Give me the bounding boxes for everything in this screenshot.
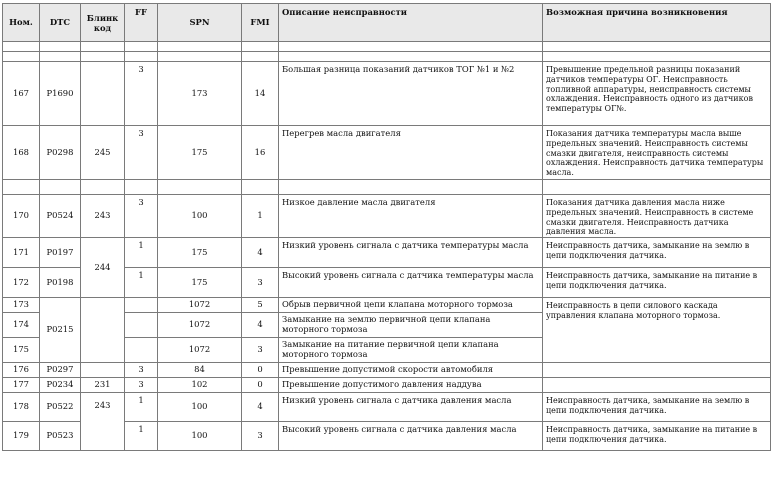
cell-fmi: 3	[242, 422, 279, 451]
cell-fmi: 0	[242, 363, 279, 378]
cell-ff	[125, 338, 158, 363]
table-row	[3, 393, 771, 422]
cell-dtc: P0198	[40, 268, 81, 298]
cell-spn: 175	[158, 268, 242, 298]
cell-blink: 243	[81, 393, 125, 451]
cell-spn: 102	[158, 378, 242, 393]
cell-num: 170	[3, 195, 40, 238]
cell-ff: 3	[125, 62, 158, 126]
cell-cause: Показания датчика температуры масла выше предельных значений. Неисправность системы смазки двигателя, неисправность системы охлаждения. Неисправность датчика температуры масла.	[543, 126, 771, 180]
cell-num: 176	[3, 363, 40, 378]
cell-fmi: 5	[242, 298, 279, 313]
dtc-table	[2, 3, 771, 451]
cell-description: Превышение допустимого давления наддува	[279, 378, 543, 393]
cell-description: Перегрев масла двигателя	[279, 126, 543, 180]
cell-spn: 100	[158, 393, 242, 422]
cell-cause: Неисправность датчика, замыкание на питание в цепи подключения датчика.	[543, 268, 771, 298]
cell-ff	[125, 298, 158, 313]
header-fmi: FMI	[242, 4, 279, 42]
cell-spn: 100	[158, 422, 242, 451]
cell-ff: 3	[125, 195, 158, 238]
cell-fmi: 4	[242, 238, 279, 268]
table-row	[3, 126, 771, 180]
cell-num: 178	[3, 393, 40, 422]
cell-num: 174	[3, 313, 40, 338]
cell-blink	[81, 62, 125, 126]
cell-ff: 3	[125, 126, 158, 180]
cell-blink: 244	[81, 238, 125, 298]
cell-dtc: P0215	[40, 298, 81, 363]
cell-ff: 3	[125, 378, 158, 393]
header-spn: SPN	[158, 4, 242, 42]
cell-fmi: 14	[242, 62, 279, 126]
cell-num: 168	[3, 126, 40, 180]
cell-cause: Неисправность в цепи силового каскада управления клапана моторного тормоза.	[543, 298, 771, 363]
cell-ff: 1	[125, 422, 158, 451]
cell-description: Высокий уровень сигнала с датчика температуры масла	[279, 268, 543, 298]
cell-cause: Неисправность датчика, замыкание на землю в цепи подключения датчика.	[543, 393, 771, 422]
cell-blink: 243	[81, 195, 125, 238]
cell-ff	[125, 313, 158, 338]
cell-description: Низкий уровень сигнала с датчика давления масла	[279, 393, 543, 422]
cell-blink	[81, 298, 125, 363]
cell-dtc: P0523	[40, 422, 81, 451]
cell-dtc: P0298	[40, 126, 81, 180]
cell-cause: Неисправность датчика, замыкание на землю в цепи подключения датчика.	[543, 238, 771, 268]
cell-cause	[543, 363, 771, 378]
cell-description: Превышение допустимой скорости автомобиля	[279, 363, 543, 378]
header-ff: FF	[125, 4, 158, 42]
table-row	[3, 363, 771, 378]
table-row	[3, 62, 771, 126]
cell-description: Замыкание на землю первичной цепи клапана моторного тормоза	[279, 313, 543, 338]
cell-fmi: 0	[242, 378, 279, 393]
cell-description: Замыкание на питание первичной цепи клапана моторного тормоза	[279, 338, 543, 363]
cell-fmi: 4	[242, 393, 279, 422]
cell-description: Высокий уровень сигнала с датчика давления масла	[279, 422, 543, 451]
table-row	[3, 238, 771, 268]
cell-spn: 175	[158, 238, 242, 268]
spacer-row	[3, 180, 771, 195]
cell-dtc: P1690	[40, 62, 81, 126]
cell-dtc: P0197	[40, 238, 81, 268]
table-row	[3, 378, 771, 393]
cell-blink: 231	[81, 378, 125, 393]
cell-ff: 1	[125, 238, 158, 268]
cell-cause	[543, 378, 771, 393]
spacer-row	[3, 42, 771, 52]
cell-spn: 175	[158, 126, 242, 180]
cell-num: 173	[3, 298, 40, 313]
cell-description: Обрыв первичной цепи клапана моторного тормоза	[279, 298, 543, 313]
cell-cause: Неисправность датчика, замыкание на питание в цепи подключения датчика.	[543, 422, 771, 451]
cell-num: 172	[3, 268, 40, 298]
cell-num: 179	[3, 422, 40, 451]
cell-num: 175	[3, 338, 40, 363]
cell-spn: 84	[158, 363, 242, 378]
cell-blink: 245	[81, 126, 125, 180]
table-row	[3, 195, 771, 238]
cell-dtc: P0524	[40, 195, 81, 238]
cell-dtc: P0297	[40, 363, 81, 378]
cell-fmi: 4	[242, 313, 279, 338]
cell-fmi: 3	[242, 338, 279, 363]
spacer-row	[3, 52, 771, 62]
cell-blink	[81, 363, 125, 378]
cell-dtc: P0234	[40, 378, 81, 393]
header-num: Ном.	[3, 4, 40, 42]
cell-ff: 1	[125, 393, 158, 422]
header-description: Описание неисправности	[279, 4, 543, 42]
cell-cause: Превышение предельной разницы показаний датчиков температуры ОГ. Неисправность топливной аппаратуры, неисправность системы охлаждения. Неисправность одного из датчиков температуры ОГ№.	[543, 62, 771, 126]
cell-spn: 173	[158, 62, 242, 126]
cell-fmi: 1	[242, 195, 279, 238]
table-row	[3, 298, 771, 313]
cell-cause: Показания датчика давления масла ниже предельных значений. Неисправность в системе смазки двигателя. Неисправность датчика давления масла.	[543, 195, 771, 238]
cell-fmi: 3	[242, 268, 279, 298]
cell-description: Низкое давление масла двигателя	[279, 195, 543, 238]
cell-description: Низкий уровень сигнала с датчика температуры масла	[279, 238, 543, 268]
cell-ff: 3	[125, 363, 158, 378]
cell-spn: 1072	[158, 298, 242, 313]
cell-num: 171	[3, 238, 40, 268]
cell-ff: 1	[125, 268, 158, 298]
header-cause: Возможная причина возникновения	[543, 4, 771, 42]
cell-num: 177	[3, 378, 40, 393]
cell-description: Большая разница показаний датчиков ТОГ №1 и №2	[279, 62, 543, 126]
cell-spn: 1072	[158, 313, 242, 338]
cell-num: 167	[3, 62, 40, 126]
cell-fmi: 16	[242, 126, 279, 180]
header-row	[3, 4, 771, 42]
header-blink: Блинк код	[81, 4, 125, 42]
cell-spn: 100	[158, 195, 242, 238]
cell-spn: 1072	[158, 338, 242, 363]
cell-dtc: P0522	[40, 393, 81, 422]
header-dtc: DTC	[40, 4, 81, 42]
